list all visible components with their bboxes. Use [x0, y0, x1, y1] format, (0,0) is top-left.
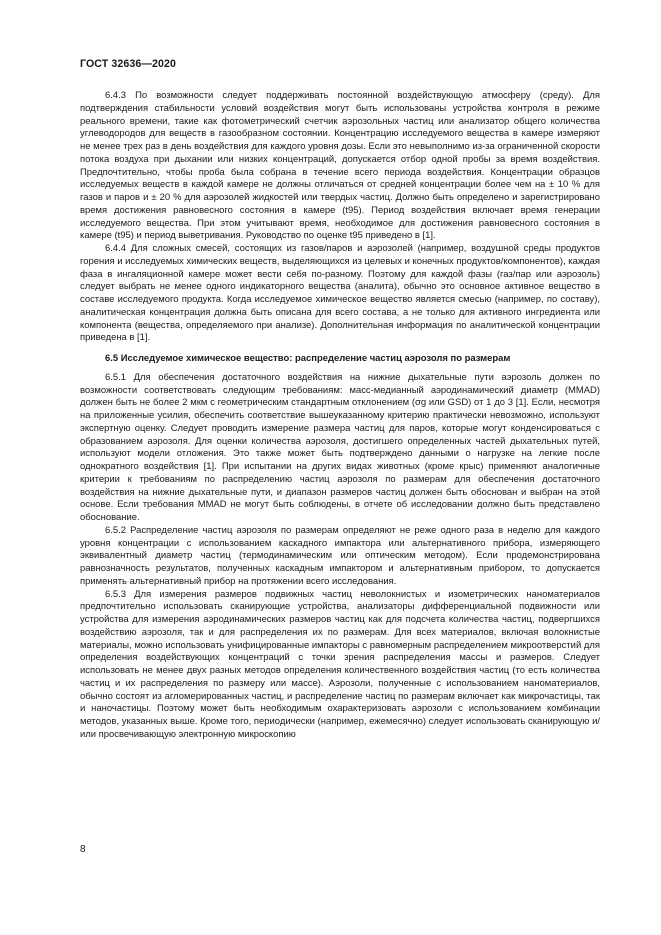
paragraph-6-5-3: 6.5.3 Для измерения размеров подвижных частиц неволокнистых и изометрических наноматериалов предпочтительно использовать сканирующие устройства, анализаторы дифференциальной подвижности или устройства для измерения аэродинамических размеров частиц как для подсчета количества частиц, подвергшихся воздействию аэрозоля, так и для распределения их по размерам. Для всех материалов, включая волокнистые материалы, можно использовать унифицированные импакторы с равномерным распределением микроотверстий для определения воздействующих концентраций с точки зрения распределения массы и размеров. Следует использовать не менее двух разных методов определения количественного воздействия частиц (то есть количества частиц и их распределения по размеру или массе). Аэрозоли, полученные с использованием наноматериалов, обычно состоят из агломерированных частиц, и распределение частиц по размерам включает как микрочастицы, так и наночастицы. Поэтому может быть необходимым охарактеризовать аэрозоли с использованием комбинации методов, указанных выше. Кроме того, периодически (например, ежемесячно) следует использовать сканирующую и/или просвечивающую электронную микроскопию [80, 588, 600, 740]
section-heading-6-5: 6.5 Исследуемое химическое вещество: распределение частиц аэрозоля по размерам [105, 353, 511, 364]
page-number: 8 [80, 844, 86, 855]
paragraph-6-5-1: 6.5.1 Для обеспечения достаточного воздействия на нижние дыхательные пути аэрозоль должен по возможности соответствовать следующим требованиям: масс-медианный аэродинамический диаметр (MMAD) должен быть не более 2 мкм с геометрическим стандартным отклонением (σg или GSD) от 1 до 3 [1]. Если, несмотря на приложенные усилия, обеспечить соответствие вышеуказанному критерию практически невозможно, используют экспертную оценку. Следует проводить измерение размера частиц для паров, которые могут конденсироваться с образованием аэрозоля. Для оценки количества аэрозоля, достигшего определенных частей дыхательных путей, используют модели отложения. Это также может быть подтверждено данными о нагрузке на легкие после однократного воздействия [1]. При испытании на других видах животных (кроме крыс) применяют аналогичные критерии к требованиям по распределению частиц аэрозоля по размерам для обеспечения достаточного воздействия на нижние дыхательные пути, и диапазон размеров частиц должен быть обоснован и выбран на этой основе. Если требования MMAD не могут быть соблюдены, в отчете об исследовании должно быть представлено обоснование. [80, 371, 600, 523]
paragraph-6-4-3: 6.4.3 По возможности следует поддерживать постоянной воздействующую атмосферу (среду). Для подтверждения стабильности условий воздействия могут быть использованы устройства контроля в режиме реального времени, такие как фотометрический счетчик аэрозольных частиц или анализатор общего количества углеводородов для веществ в газообразном состоянии. Концентрацию исследуемого вещества в камере измеряют не менее трех раз в день воздействия для каждого уровня дозы. Если это невыполнимо из-за ограниченной скорости потока воздуха при дыхании или низких концентраций, допускается отбор одной пробы за время воздействия. Предпочтительно, чтобы проба была собрана в течение всего периода воздействия. Концентрации образцов исследуемых веществ в каждой камере не должны отличаться от средней концентрации более чем на ± 10 % для газов и паров и ± 20 % для аэрозолей жидкостей или твердых частиц. Должно быть определено и зарегистрировано время достижения равновесного состояния в камере (t95). Период воздействия включает время генерации исследуемого вещества. При этом учитывают время, необходимое для достижения равновесного состояния в камере (t95) и период выветривания. Руководство по оценке t95 приведено в [1]. [80, 90, 600, 242]
document-header: ГОСТ 32636—2020 [80, 58, 177, 70]
paragraph-6-4-4: 6.4.4 Для сложных смесей, состоящих из газов/паров и аэрозолей (например, воздушной среды продуктов горения и исследуемых химических веществ, выделяющихся из целевых и конечных продуктов/компонентов), каждая фаза в ингаляционной камере может вести себя по-разному. Поэтому для каждой фазы (газ/пар или аэрозоль) следует выбрать не менее одного индикаторного вещества (аналита), обычно это основное активное вещество в составе исследуемого продукта. Когда исследуемое химическое вещество является смесью (например, по составу), аналитическая концентрация должна быть описана для всего состава, а не только для активного ингредиента или компонента (вещества, определяемого при анализе). Дополнительная информация по аналитической концентрации приведена в [1]. [80, 243, 600, 344]
document-body [80, 90, 600, 742]
paragraph-6-5-2: 6.5.2 Распределение частиц аэрозоля по размерам определяют не реже одного раза в неделю для каждого уровня концентрации с использованием каскадного импактора или альтернативного прибора, измеряющего эквивалентный диаметр частиц (термодинамическим или оптическим методом). Если продемонстрирована равнозначность результатов, полученных каскадным импактором и альтернативным прибором, то допускается применять альтернативный прибор на протяжении всего исследования. [80, 524, 600, 587]
